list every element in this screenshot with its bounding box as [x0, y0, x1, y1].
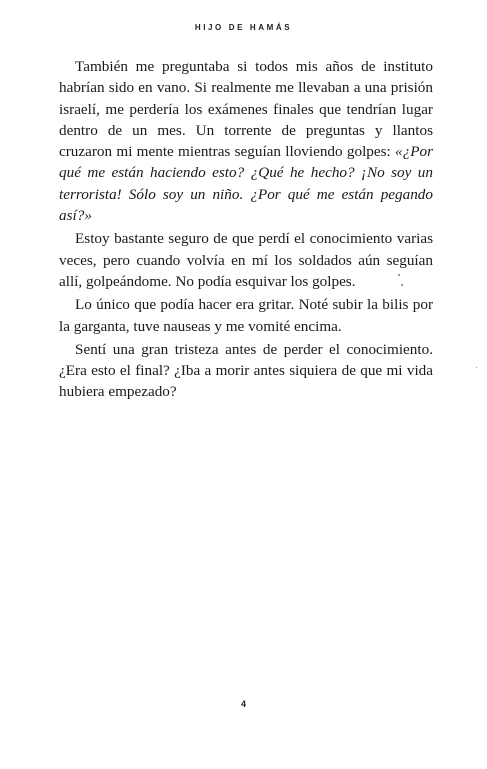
page-number: 4: [240, 699, 246, 709]
paragraph-3: Lo único que podía hacer era gritar. Noté subir la bilis por la garganta, tuve nauseas y me vomité encima.: [59, 296, 433, 335]
running-head-title: HIJO DE HAMÁS: [194, 23, 293, 32]
body-text: [59, 56, 433, 403]
scan-speck: [398, 274, 400, 276]
scan-speck: [401, 284, 403, 286]
paragraph-4: Sentí una gran tristeza antes de perder el conocimiento. ¿Era esto el final? ¿Iba a morir antes siquiera de que mi vida hubiera empezado?: [59, 340, 433, 401]
paragraph-1: [59, 56, 433, 226]
paragraph-1-narration: También me preguntaba si todos mis años de instituto habrían sido en vano. Si realmente me llevaban a una prisión israelí, me perdería los exámenes finales que tendrían lugar dentro de un mes. Un torrente de preguntas y llantos cruzaron mi mente mientras seguían lloviendo golpes:: [59, 58, 433, 161]
scan-speck: [476, 367, 477, 368]
paragraph-1-inner-speech: «¿Por qué me están haciendo esto? ¿Qué he hecho? ¡No soy un terrorista! Sólo soy un niño. ¿Por qué me están pegando así?»: [59, 143, 433, 225]
paragraph-2: Estoy bastante seguro de que perdí el conocimiento varias veces, pero cuando volvía en mí los soldados aún seguían allí, golpeándome. No podía esquivar los golpes.: [59, 230, 433, 290]
